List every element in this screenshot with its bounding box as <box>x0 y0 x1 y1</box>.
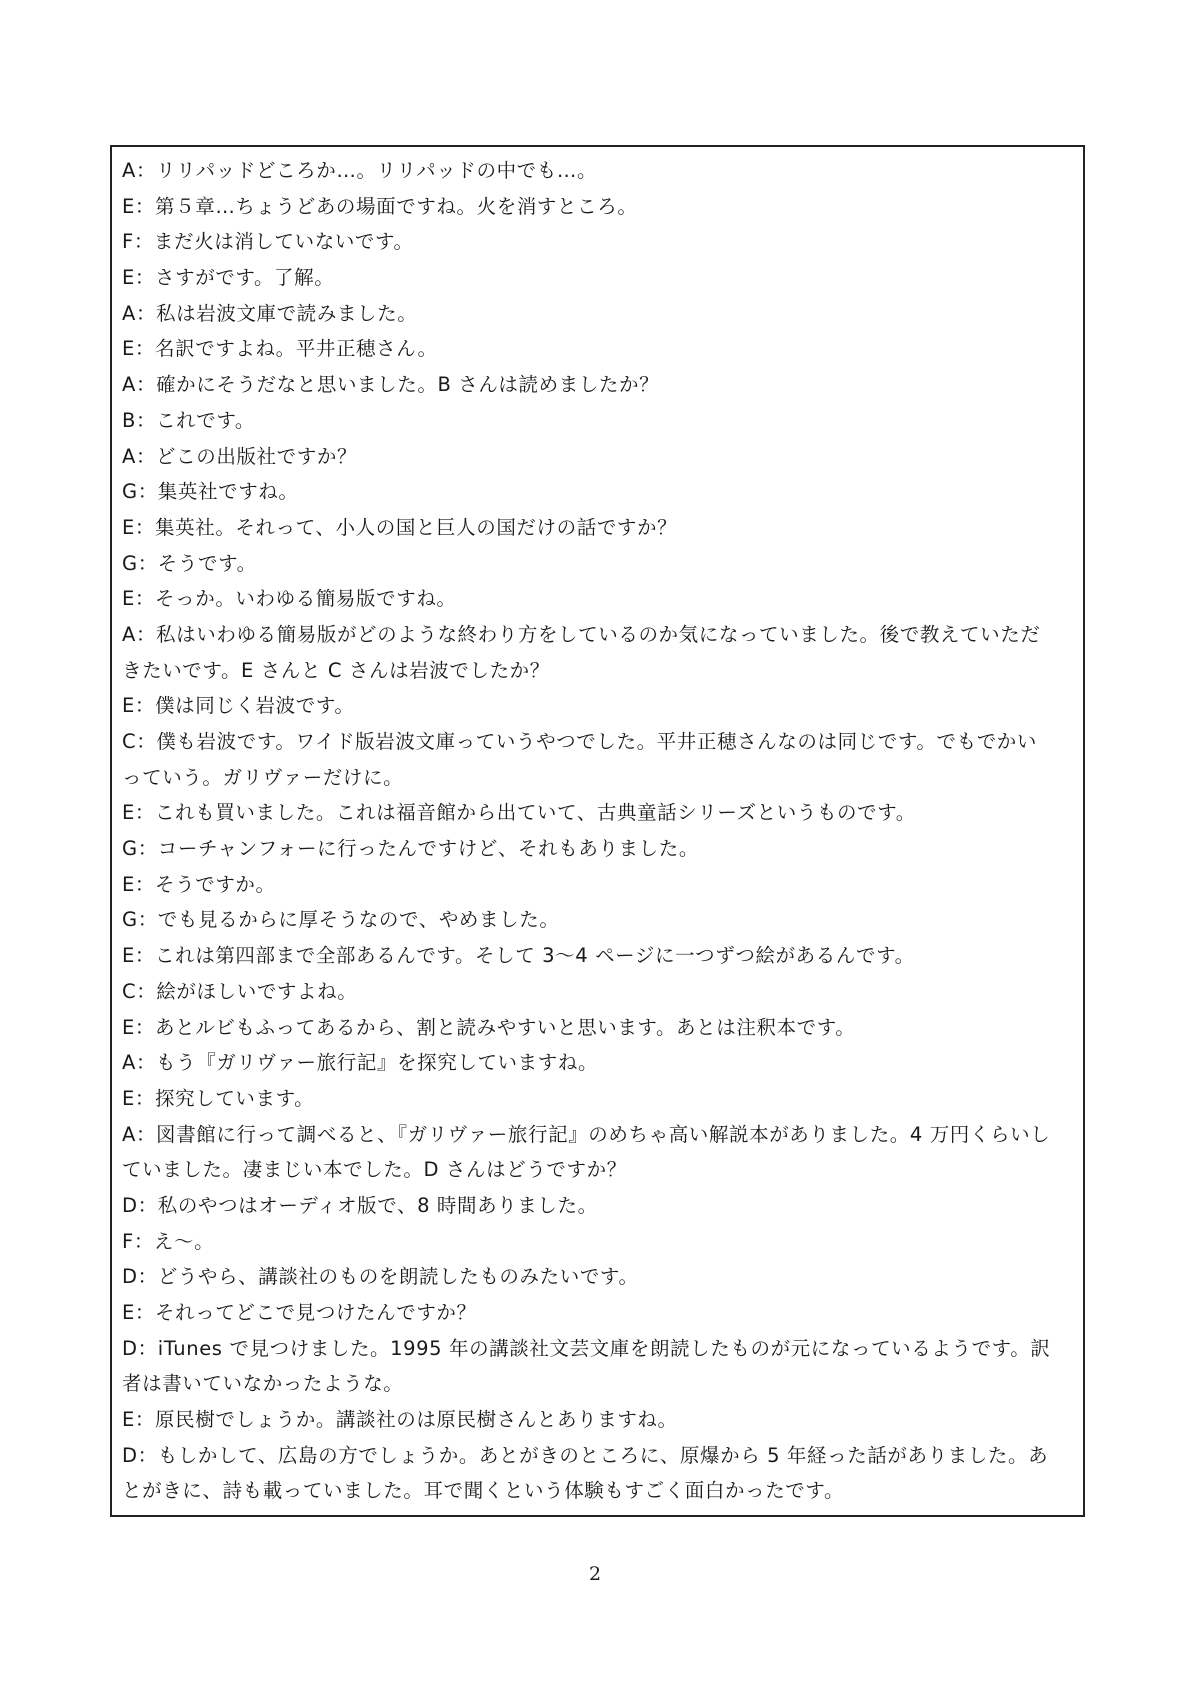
transcript-line: E：集英社。それって、小人の国と巨人の国だけの話ですか？ <box>122 515 678 539</box>
transcript-line: A：図書館に行って調べると、『ガリヴァー旅行記』のめちゃ高い解説本がありました。4 万円くらいし <box>122 1122 1051 1146</box>
transcript-line: F：え〜。 <box>122 1229 215 1253</box>
transcript-line: E：これも買いました。これは福音館から出ていて、古典童話シリーズというものです。 <box>122 801 916 825</box>
transcript-line: E：これは第四部まで全部あるんです。そして 3〜4 ページに一つずつ絵があるんです。 <box>122 944 915 968</box>
transcript-line: C：僕も岩波です。ワイド版岩波文庫っていうやつでした。平井正穂さんなのは同じです。でもでかい <box>122 730 1038 753</box>
transcript-line: E：探究しています。 <box>122 1086 315 1110</box>
transcript-box <box>110 145 1085 1517</box>
transcript-line: E：そうですか。 <box>122 872 276 896</box>
transcript-line: G：集英社ですね。 <box>122 480 299 504</box>
transcript-line: 者は書いていなかったような。 <box>122 1372 404 1396</box>
transcript-line: D：もしかして、広島の方でしょうか。あとがきのところに、原爆から 5 年経った話がありました。あ <box>122 1443 1049 1467</box>
transcript-line: E：第５章…ちょうどあの場面ですね。火を消すところ。 <box>122 194 638 218</box>
transcript-line: G：コーチャンフォーに行ったんですけど、それもありました。 <box>122 837 699 861</box>
transcript-line: A：私はいわゆる簡易版がどのような終わり方をしているのか気になっていました。後で教えていただ <box>122 622 1041 646</box>
transcript-line: E：それってどこで見つけたんですか？ <box>122 1301 477 1324</box>
transcript-line: E：そっか。いわゆる簡易版ですね。 <box>122 587 457 611</box>
transcript-line: F：まだ火は消していないです。 <box>122 230 414 254</box>
transcript-line: D：私のやつはオーディオ版で、8 時間ありました。 <box>122 1193 598 1217</box>
transcript-line: B：これです。 <box>122 408 256 432</box>
transcript-line: G：でも見るからに厚そうなので、やめました。 <box>122 908 560 932</box>
transcript-line: E：あとルビもふってあるから、割と読みやすいと思います。あとは注釈本です。 <box>122 1015 856 1039</box>
transcript-line: A：もう『ガリヴァー旅行記』を探究していますね。 <box>122 1051 599 1075</box>
transcript-line: A：確かにそうだなと思いました。B さんは読めましたか？ <box>122 373 660 397</box>
transcript-line: E：さすがです。了解。 <box>122 266 335 290</box>
transcript-line: A：私は岩波文庫で読みました。 <box>122 301 418 325</box>
transcript-line: E：僕は同じく岩波です。 <box>122 694 355 718</box>
transcript-line: っていう。ガリヴァーだけに。 <box>122 765 404 789</box>
transcript-line: D：どうやら、講談社のものを朗読したものみたいです。 <box>122 1265 639 1289</box>
transcript-line: C：絵がほしいですよね。 <box>122 979 358 1003</box>
transcript-line: ていました。凄まじい本でした。D さんはどうですか？ <box>122 1158 627 1182</box>
transcript-line: D：iTunes で見つけました。1995 年の講談社文芸文庫を朗読したものが元になっているようです。訳 <box>122 1336 1051 1360</box>
transcript-line: きたいです。E さんと C さんは岩波でしたか？ <box>122 658 550 682</box>
transcript-line: とがきに、詩も載っていました。耳で聞くという体験もすごく面白かったです。 <box>122 1479 845 1503</box>
page-number: 2 <box>588 1563 602 1585</box>
transcript-line: E：名訳ですよね。平井正穂さん。 <box>122 337 438 361</box>
transcript-line: A：どこの出版社ですか？ <box>122 444 358 468</box>
transcript-line: A：リリパッドどころか…。リリパッドの中でも…。 <box>122 159 598 182</box>
transcript-line: G：そうです。 <box>122 551 257 575</box>
transcript-line: E：原民樹でしょうか。講談社のは原民樹さんとありますね。 <box>122 1408 678 1432</box>
